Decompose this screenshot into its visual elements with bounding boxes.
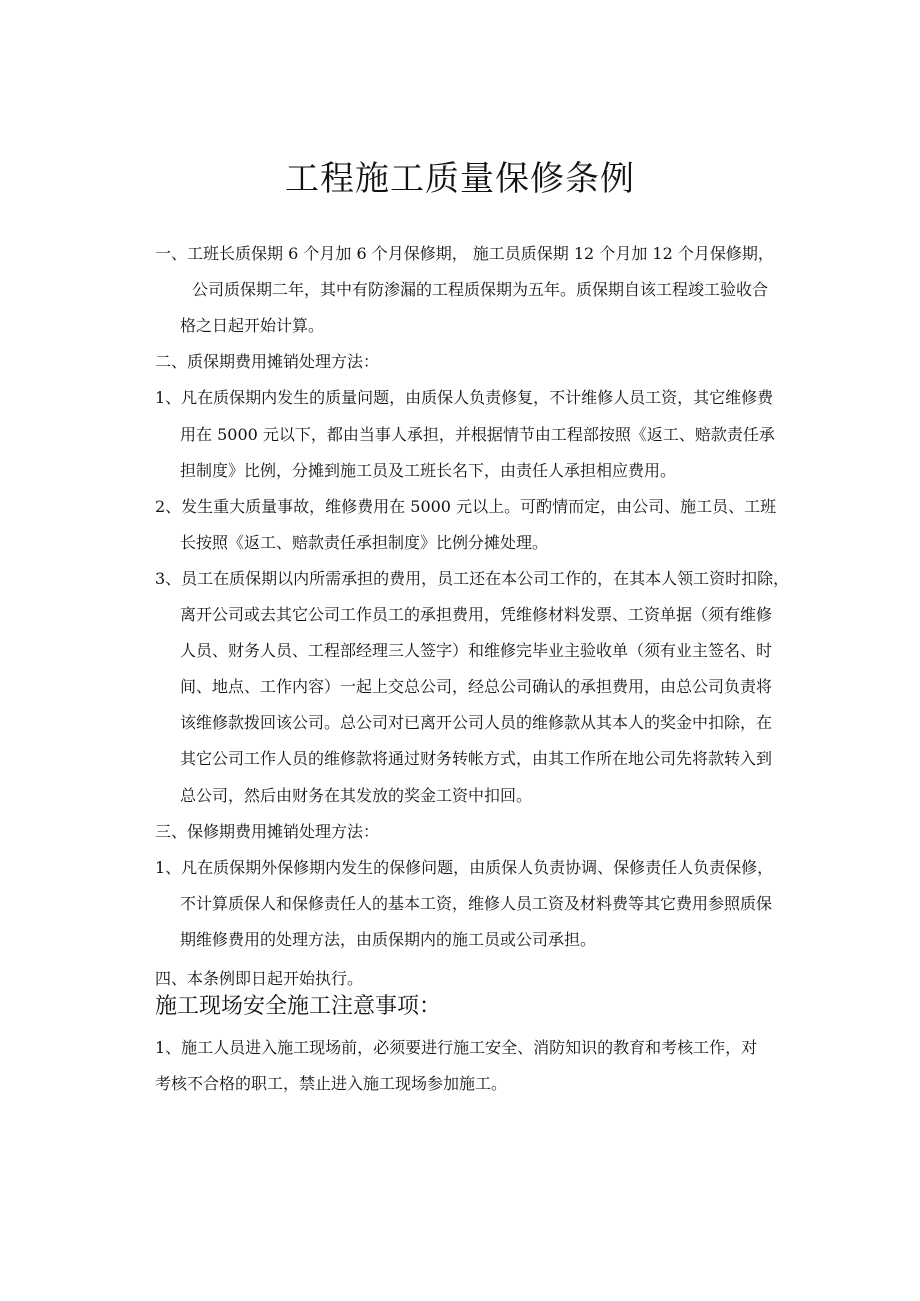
section-2-item-3-line-7: 总公司，然后由财务在其发放的奖金工资中扣回。: [180, 786, 533, 805]
clause-1-line-1: 一、工班长质保期 6 个月加 6 个月保修期， 施工员质保期 12 个月加 12 个月保修期，: [155, 244, 774, 263]
section-2-item-2-line-2: 长按照《返工、赔款责任承担制度》比例分摊处理。: [180, 533, 549, 552]
section-2-item-2-line-1: 2、发生重大质量事故，维修费用在 5000 元以上。可酌情而定，由公司、施工员、工班: [155, 497, 777, 516]
section-2-item-1-line-3: 担制度》比例，分摊到施工员及工班长名下，由责任人承担相应费用。: [180, 461, 677, 480]
safety-item-1-line-1: 1、施工人员进入施工现场前，必须要进行施工安全、消防知识的教育和考核工作，对: [155, 1038, 758, 1057]
section-3-item-1-line-2: 不计算质保人和保修责任人的基本工资，维修人员工资及材料费等其它费用参照质保: [180, 894, 773, 913]
section-2-item-1-line-1: 1、凡在质保期内发生的质量问题，由质保人负责修复，不计维修人员工资，其它维修费: [155, 388, 774, 407]
section-2-item-3-line-3: 人员、财务人员、工程部经理三人签字）和维修完毕业主验收单（须有业主签名、时: [180, 641, 773, 660]
section-3-item-1-line-3: 期维修费用的处理方法，由质保期内的施工员或公司承担。: [180, 930, 597, 949]
section-2-heading: 二、质保期费用摊销处理方法：: [155, 352, 380, 371]
section-2-item-3-line-6: 其它公司工作人员的维修款将通过财务转帐方式，由其工作所在地公司先将款转入到: [180, 749, 773, 768]
safety-subheading: 施工现场安全施工注意事项：: [155, 994, 442, 1019]
clause-1-line-3: 格之日起开始计算。: [180, 316, 325, 335]
safety-item-1-line-2: 考核不合格的职工，禁止进入施工现场参加施工。: [155, 1074, 508, 1093]
section-2-item-3-line-5: 该维修款拨回该公司。总公司对已离开公司人员的维修款从其本人的奖金中扣除，在: [180, 713, 773, 732]
section-2-item-3-line-1: 3、员工在质保期以内所需承担的费用，员工还在本公司工作的，在其本人领工资时扣除，: [155, 569, 790, 588]
page-title: 工程施工质量保修条例: [285, 159, 635, 199]
section-3-item-1-line-1: 1、凡在质保期外保修期内发生的保修问题，由质保人负责协调、保修责任人负责保修，: [155, 858, 774, 877]
section-3-heading: 三、保修期费用摊销处理方法：: [155, 822, 380, 841]
section-2-item-1-line-2: 用在 5000 元以下，都由当事人承担，并根据情节由工程部按照《返工、赔款责任承: [180, 425, 775, 444]
section-2-item-3-line-4: 间、地点、工作内容）一起上交总公司，经总公司确认的承担费用，由总公司负责将: [180, 677, 773, 696]
clause-1-line-2: 公司质保期二年，其中有防渗漏的工程质保期为五年。质保期自该工程竣工验收合: [192, 280, 769, 299]
section-2-item-3-line-2: 离开公司或去其它公司工作员工的承担费用，凭维修材料发票、工资单据（须有维修: [180, 605, 773, 624]
section-4-heading: 四、本条例即日起开始执行。: [155, 969, 364, 988]
